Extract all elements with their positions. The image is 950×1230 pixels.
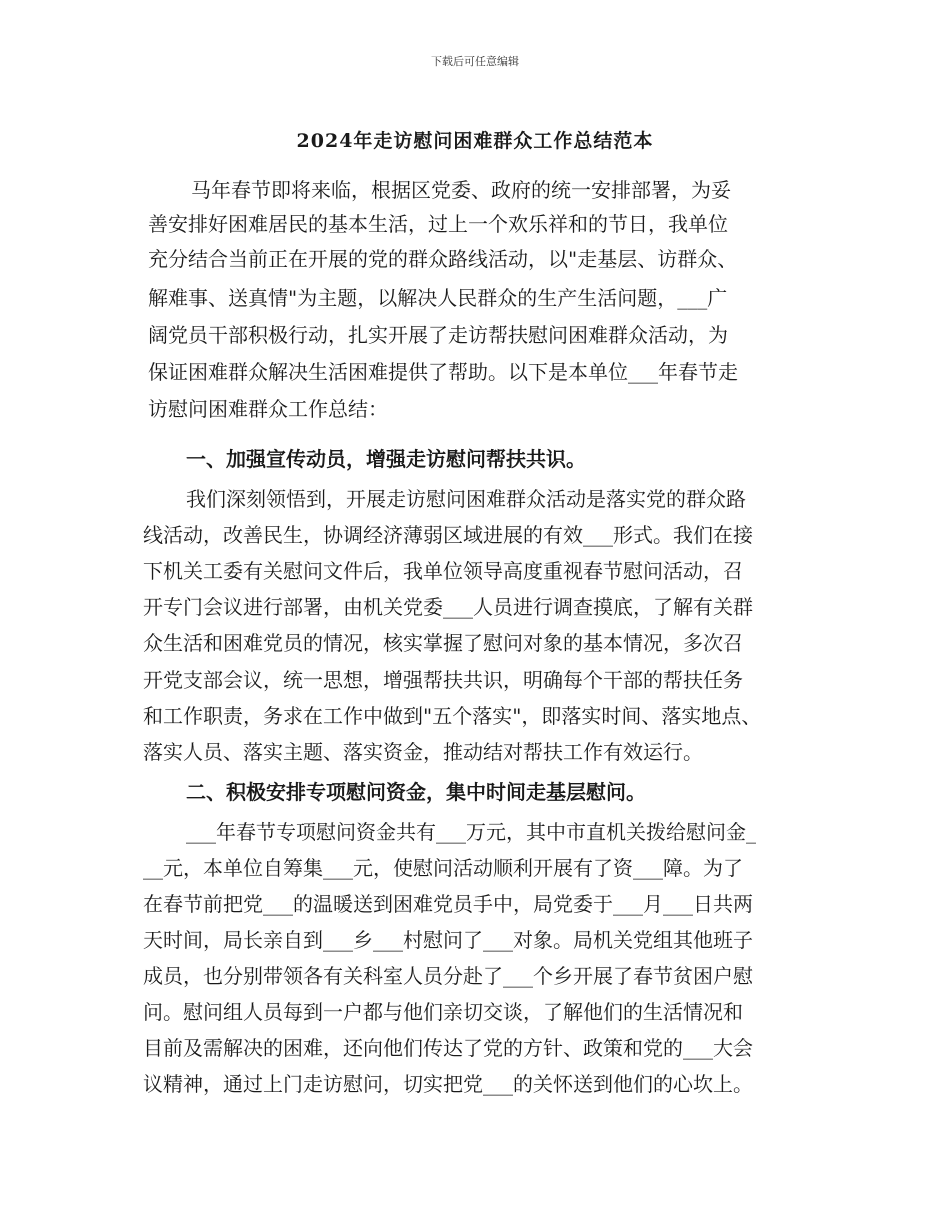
section-1-line: 和工作职责，务求在工作中做到"五个落实"，即落实时间、落实地点、 [143,704,762,728]
section-2-line: ___年春节专项慰问资金共有___万元，其中市直机关拨给慰问金_ [186,820,756,844]
section-1-line: 线活动，改善民生，协调经济薄弱区域进展的有效___形式。我们在接 [143,523,753,547]
intro-line: 解难事、送真情"为主题，以解决人民群众的生产生活问题，___广 [148,286,728,310]
section-2-line: 目前及需解决的困难，还向他们传达了党的方针、政策和党的___大会 [143,1036,753,1060]
section-2-line: 议精神，通过上门走访慰问，切实把党___的关怀送到他们的心坎上。 [143,1072,753,1096]
intro-line: 善安排好困难居民的基本生活，过上一个欢乐祥和的节日，我单位 [148,212,728,236]
intro-line: 保证困难群众解决生活困难提供了帮助。以下是本单位___年春节走 [148,360,738,384]
section-2-line: 问。慰问组人员每到一户都与他们亲切交谈，了解他们的生活情况和 [143,1000,743,1024]
section-1-line: 开专门会议进行部署，由机关党委___人员进行调查摸底，了解有关群 [143,595,753,619]
intro-line: 阔党员干部积极行动，扎实开展了走访帮扶慰问困难群众活动，为 [148,323,728,347]
section-1-line: 落实人员、落实主题、落实资金，推动结对帮扶工作有效运行。 [143,740,703,764]
section-1-line: 下机关工委有关慰问文件后，我单位领导高度重视春节慰问活动，召 [143,559,743,583]
section-1-line: 开党支部会议，统一思想，增强帮扶共识，明确每个干部的帮扶任务 [143,668,743,692]
section-1-line: 众生活和困难党员的情况，核实掌握了慰问对象的基本情况，多次召 [143,631,743,655]
section-heading: 一、加强宣传动员，增强走访慰问帮扶共识。 [186,447,586,471]
section-2-line: 成员，也分别带领各有关科室人员分赴了___个乡开展了春节贫困户慰 [143,964,753,988]
header-note: 下载后可任意编辑 [431,55,519,68]
intro-line: 充分结合当前正在开展的党的群众路线活动，以"走基层、访群众、 [148,247,738,271]
intro-line: 访慰问困难群众工作总结： [148,397,388,421]
section-1-line: 我们深刻领悟到，开展走访慰问困难群众活动是落实党的群众路 [186,487,746,511]
section-2-line: __元，本单位自筹集___元，使慰问活动顺利开展有了资___障。为了 [143,856,743,880]
document-title: 2024年走访慰问困难群众工作总结范本 [296,130,654,152]
section-heading: 二、积极安排专项慰问资金，集中时间走基层慰问。 [186,780,646,804]
intro-line: 马年春节即将来临，根据区党委、政府的统一安排部署，为妥 [191,178,731,202]
section-2-line: 天时间，局长亲自到___乡___村慰问了___对象。局机关党组其他班子 [143,928,753,952]
section-2-line: 在春节前把党___的温暖送到困难党员手中，局党委于___月___日共两 [143,892,753,916]
